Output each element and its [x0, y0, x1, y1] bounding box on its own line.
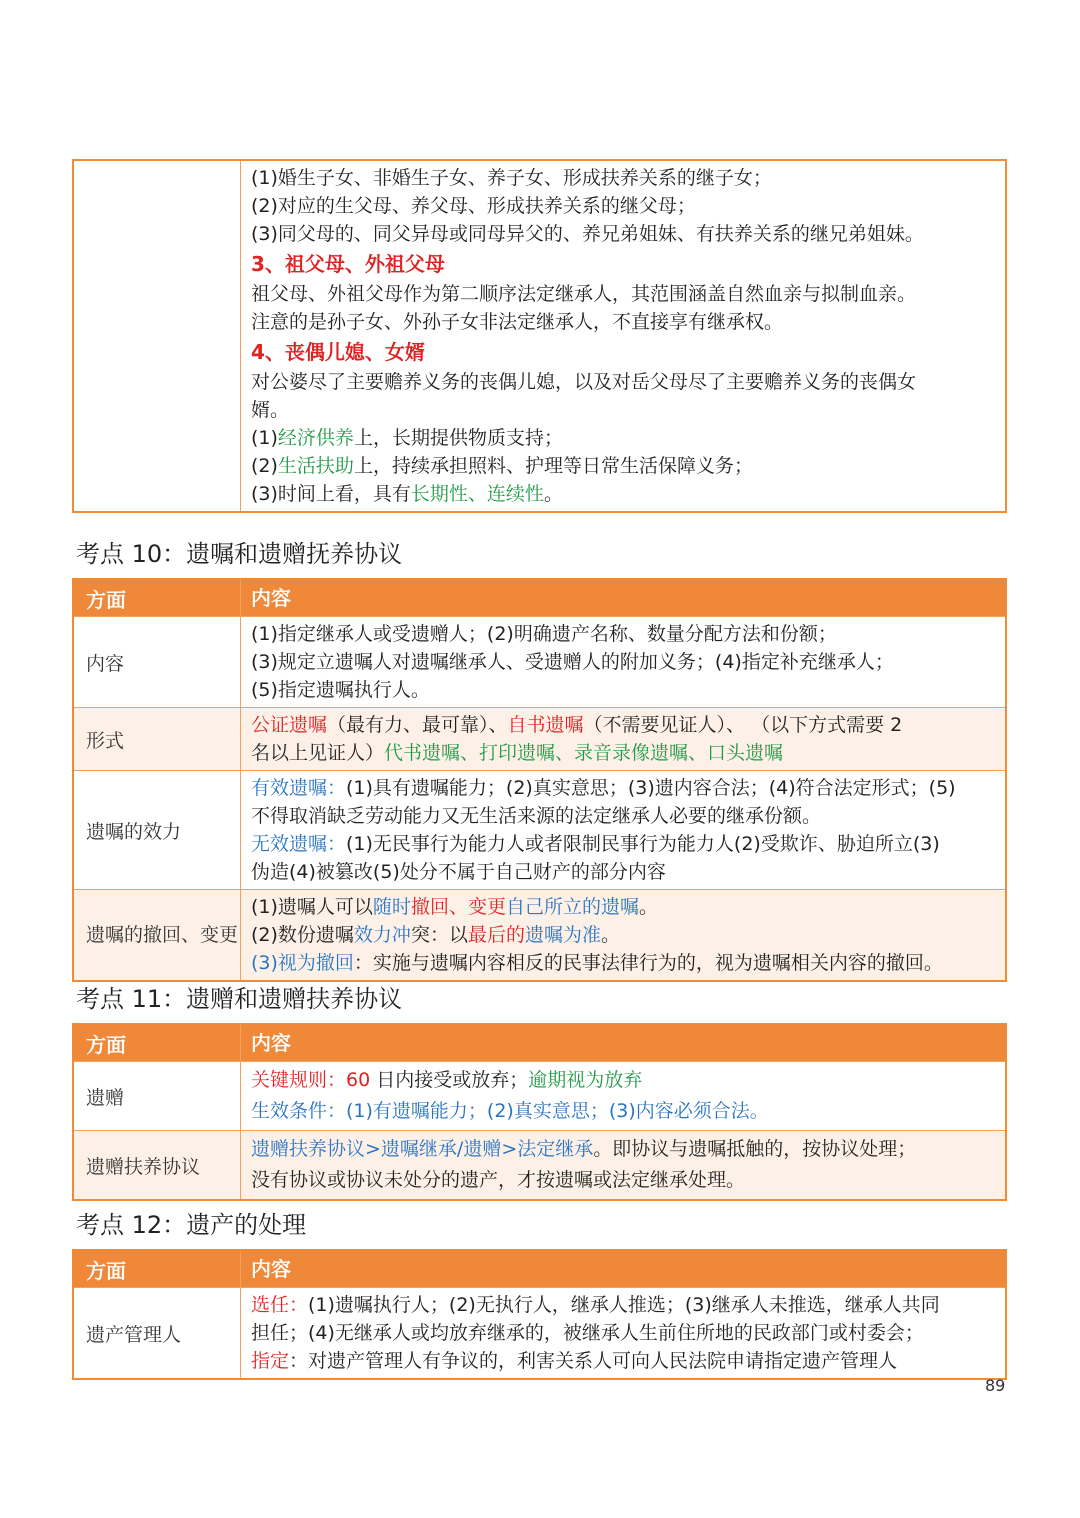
t: 生活扶助 — [277, 455, 354, 477]
t: (1)无民事行为能力人或者限制民事行为能力人(2)受欺诈、胁迫所立(3) — [346, 833, 940, 855]
t: 指定 — [251, 1350, 290, 1372]
widowed-item-1 — [251, 424, 997, 452]
administrator-cell — [241, 1288, 1007, 1380]
t: 突：以 — [410, 924, 468, 946]
will-table — [72, 578, 1007, 982]
will-effect-cell — [241, 771, 1007, 890]
will-content-cell — [241, 617, 1007, 708]
col-aspect: 方面 — [73, 1024, 241, 1062]
will-effect-1 — [251, 774, 997, 802]
t: (1)遗嘱执行人；(2)无执行人，继承人推选；(3)继承人未推选，继承人共同 — [308, 1294, 940, 1316]
col-aspect: 方面 — [73, 579, 241, 617]
col-content: 内容 — [241, 1024, 1007, 1062]
t: 遗赠扶养协议>遗嘱继承/遗赠>法定继承 — [251, 1138, 594, 1160]
t: 自己所立的遗嘱 — [505, 896, 639, 918]
will-revoke-3 — [251, 949, 997, 977]
t: 关键规则：60 — [251, 1069, 371, 1091]
heirs-label-cell — [73, 160, 241, 512]
grandparents-text-2: 注意的是孙子女、外孙子女非法定继承人，不直接享有继承权。 — [251, 311, 784, 333]
section-11-title: 考点 11：遗赠和遗赠扶养协议 — [76, 985, 403, 1013]
t: 。 — [600, 924, 620, 946]
row-label-content: 内容 — [73, 617, 241, 708]
bequest-conditions: 生效条件：(1)有遗嘱能力；(2)真实意思；(3)内容必须合法。 — [251, 1100, 769, 1122]
t: ：对遗产管理人有争议的，利害关系人可向人民法院申请指定遗产管理人 — [289, 1350, 898, 1372]
grandparents-text-1: 祖父母、外祖父母作为第二顺序法定继承人，其范围涵盖自然血亲与拟制血亲。 — [251, 283, 917, 305]
row-label-revoke: 遗嘱的撤回、变更 — [73, 890, 241, 982]
bequest-rule — [251, 1065, 997, 1096]
row-label-effect: 遗嘱的效力 — [73, 771, 241, 890]
will-effect-2: 不得取消缺乏劳动能力又无生活来源的法定继承人必要的继承份额。 — [251, 805, 822, 827]
t: 选任： — [251, 1294, 309, 1316]
t: (3)时间上看，具有 — [251, 483, 411, 505]
t: （不需要见证人）、 （以下方式需要 2 — [583, 714, 903, 736]
t: 上，长期提供物质支持； — [353, 427, 563, 449]
t: 最后的 — [467, 924, 525, 946]
t: 。 — [543, 483, 563, 505]
t: 。 — [638, 896, 658, 918]
row-label-administrator: 遗产管理人 — [73, 1288, 241, 1380]
t: 逾期视为放弃 — [528, 1069, 643, 1091]
t: (2) — [251, 455, 278, 477]
widowed-item-3 — [251, 480, 997, 508]
admin-line-2: 担任；(4)无继承人或均放弃继承的，被继承人生前住所地的民政部门或村委会； — [251, 1322, 924, 1344]
heirs-content-cell — [241, 160, 1007, 512]
t: 有效遗嘱： — [251, 777, 347, 799]
t: 遗嘱为准 — [524, 924, 601, 946]
will-effect-3 — [251, 830, 997, 858]
will-form-2 — [251, 739, 997, 767]
will-revoke-2 — [251, 921, 997, 949]
section-12-title: 考点 12：遗产的处理 — [76, 1211, 307, 1239]
t: 名以上见证人） — [251, 742, 385, 764]
will-revoke-1 — [251, 893, 997, 921]
will-content-2: (3)规定立遗嘱人对遗嘱继承人、受遗赠人的附加义务；(4)指定补充继承人； — [251, 651, 894, 673]
t: 随时 — [372, 896, 411, 918]
t: (1) — [251, 427, 278, 449]
heirs-table — [72, 159, 1007, 513]
page-number: 89 — [985, 1376, 1006, 1395]
t: 无效遗嘱： — [251, 833, 347, 855]
row-label-support-agreement: 遗赠扶养协议 — [73, 1131, 241, 1201]
heirs-line-2: (2)对应的生父母、养父母、形成扶养关系的继父母； — [251, 195, 696, 217]
widowed-item-2 — [251, 452, 997, 480]
heading-widowed: 4、丧偶儿媳、女婿 — [251, 340, 425, 364]
will-form-cell — [241, 708, 1007, 771]
t: 经济供养 — [277, 427, 354, 449]
bequest-table — [72, 1023, 1007, 1201]
t: 自书遗嘱 — [507, 714, 584, 736]
t: 上，持续承担照料、护理等日常生活保障义务； — [353, 455, 753, 477]
t: 公证遗嘱 — [251, 714, 328, 736]
will-effect-4: 伪造(4)被篡改(5)处分不属于自己财产的部分内容 — [251, 861, 666, 883]
t: (3)视为撤回 — [251, 952, 354, 974]
col-content: 内容 — [241, 579, 1007, 617]
support-line-2: 没有协议或协议未处分的遗产，才按遗嘱或法定继承处理。 — [251, 1169, 746, 1191]
will-form-1 — [251, 711, 997, 739]
t: 。即协议与遗嘱抵触的，按协议处理； — [593, 1138, 917, 1160]
will-content-3: (5)指定遗嘱执行人。 — [251, 679, 430, 701]
support-agreement-cell — [241, 1131, 1007, 1201]
t: 代书遗嘱、打印遗嘱、录音录像遗嘱、口头遗嘱 — [384, 742, 784, 764]
heirs-line-3: (3)同父母的、同父异母或同母异父的、养兄弟姐妹、有扶养关系的继兄弟姐妹。 — [251, 223, 924, 245]
will-content-1: (1)指定继承人或受遗赠人；(2)明确遗产名称、数量分配方法和份额； — [251, 623, 837, 645]
row-label-bequest: 遗赠 — [73, 1062, 241, 1131]
t: (1)具有遗嘱能力；(2)真实意思；(3)遗内容合法；(4)符合法定形式；(5) — [346, 777, 956, 799]
admin-line-3 — [251, 1347, 997, 1375]
heading-grandparents: 3、祖父母、外祖父母 — [251, 252, 445, 276]
estate-table — [72, 1249, 1007, 1380]
will-revoke-cell — [241, 890, 1007, 982]
col-content: 内容 — [241, 1250, 1007, 1288]
heirs-line-1: (1)婚生子女、非婚生子女、养子女、形成扶养关系的继子女； — [251, 167, 772, 189]
bequest-cell — [241, 1062, 1007, 1131]
t: ：实施与遗嘱内容相反的民事法律行为的，视为遗嘱相关内容的撤回。 — [353, 952, 943, 974]
t: (1)遗嘱人可以 — [251, 896, 373, 918]
widowed-text-2: 婿。 — [251, 399, 290, 421]
widowed-text-1: 对公婆尽了主要赡养义务的丧偶儿媳，以及对岳父母尽了主要赡养义务的丧偶女 — [251, 371, 917, 393]
support-line-1 — [251, 1134, 997, 1165]
row-label-form: 形式 — [73, 708, 241, 771]
admin-line-1 — [251, 1291, 997, 1319]
t: （最有力、最可靠）、 — [327, 714, 508, 736]
t: 效力冲 — [353, 924, 411, 946]
t: 日内接受或放弃； — [370, 1069, 529, 1091]
col-aspect: 方面 — [73, 1250, 241, 1288]
section-10-title: 考点 10：遗嘱和遗赠抚养协议 — [76, 540, 403, 568]
t: 长期性、连续性 — [410, 483, 544, 505]
t: 撤回、变更 — [410, 896, 506, 918]
t: (2)数份遗嘱 — [251, 924, 354, 946]
